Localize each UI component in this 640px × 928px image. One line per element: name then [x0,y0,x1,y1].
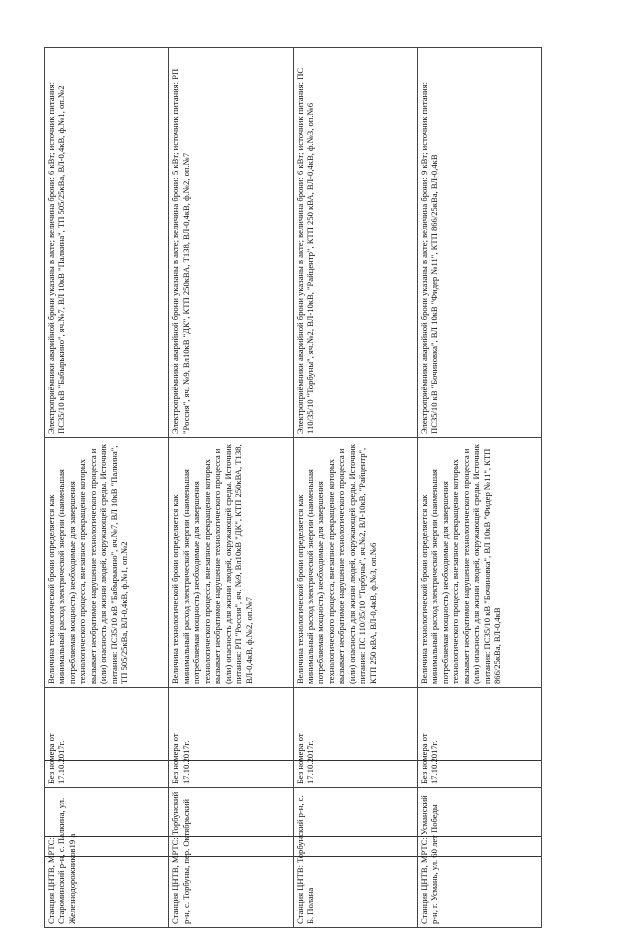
rotated-page [44,48,542,928]
emergency-reserve-cell: Электроприёмники аварийной брони указаны в акте; величина брони: 6 кВт; источник питания: ПС 110/35/10 "Торбуны", яч.№2, ВЛ-10кВ, "Райцентр", КТП 250 кВА, ВЛ-0,4кВ, ф.№3, оп.№6 [293,48,417,438]
table-row [417,48,541,928]
technological-reserve-cell: Величина технологической брони определяется как минимальный расход электрической энергии (наименьшая потребляемая мощность) необходимые для завершения технологического процесса, внезапное прекращение которых вызывает необратимое нарушение технологического процесса и (или) опасность для жизни людей, окружающей среды. Источник питания: ПС35/10 кВ "Бабырькино", яч.№7, ВЛ 10кВ "Палкина", ТП 505/25кВа, ВЛ-0,4кВ, ф.№1, оп.№2 [45,438,169,688]
location-cell: Станция ЦНТВ: Торбунский р-н, с. Б. Полана [293,788,417,928]
document-cell: Без номера от 17.10.2017г. [169,688,293,788]
table-row [293,48,417,928]
document-cell: Без номера от 17.10.2017г. [417,688,541,788]
technological-reserve-cell: Величина технологической брони определяется как минимальный расход электрической энергии (наименьшая потребляемая мощность) необходимые для завершения технологического процесса, внезапное прекращение которых вызывает необратимое нарушение технологического процесса и (или) опасность для жизни людей, окружающей среды. Источник питания: РП "Россия", яч. №9, Вл10кВ "ДК", КТП 250кВА, Т138, ВЛ-0,4кВ, ф.№2, оп.№7 [169,438,293,688]
table-row [45,48,169,928]
document-cell: Без номера от 17.10.2017г. [45,688,169,788]
location-cell: Станция ЦНТВ, МРТС: Торбунский р-н, с. Торбуны, пер. Октябрьский [169,788,293,928]
location-cell: Станция ЦНТВ, МРТС: Староминский р-н, с. Палкина, ул. Железнодорожников19 а [45,788,169,928]
document-cell: Без номера от 17.10.2017г. [293,688,417,788]
reserve-table [44,47,542,928]
technological-reserve-cell: Величина технологической брони определяется как минимальный расход электрической энергии (наименьшая потребляемая мощность) необходимые для завершения технологического процесса, внезапное прекращение которых вызывает необратимое нарушение технологического процесса и (или) опасность для жизни людей, окружающей среды. Источник питания: ПС 110/35/10 "Торбуны", яч.№2, ВЛ-10кВ, "Райцентр", КТП 250 кВА, ВЛ-0,4кВ, ф.№3, оп.№6 [293,438,417,688]
emergency-reserve-cell: Электроприёмники аварийной брони указаны в акте; величина брони: 9 кВт; источник питания: ПС35/10 кВ "Бочиновка", ВЛ 10кВ "Фидер №11", КТП 866/25кВа, ВЛ-0,4кВ [417,48,541,438]
emergency-reserve-cell: Электроприёмники аварийной брони указаны в акте; величина брони: 6 кВт; источник питания: ПС35/10 кВ "Бабырькино", яч.№7, ВЛ 10кВ "Палкина", ТП 505/25кВа, ВЛ-0,4кВ, ф.№1, оп.№2 [45,48,169,438]
location-cell: Станция ЦНТВ, МРТС: Усманский р-н, г. Усмань, ул. 60 лет Победы [417,788,541,928]
technological-reserve-cell: Величина технологической брони определяется как минимальный расход электрической энергии (наименьшая потребляемая мощность) необходимые для завершения технологического процесса, внезапное прекращение которых вызывает необратимое нарушение технологического процесса и (или) опасность для жизни людей, окружающей среды. Источник питания: ПС35/10 кВ "Бочиновка", ВЛ 10кВ "Фидер №11", КТП 866/25кВа, ВЛ-0,4кВ [417,438,541,688]
table-row [169,48,293,928]
emergency-reserve-cell: Электроприёмники аварийной брони указаны в акте; величина брони: 5 кВт; источник питания: РП "Россия", яч. №9, Вл10кВ "ДК", КТП 250кВА, Т138, ВЛ-0,4кВ, ф.№2, оп.№7 [169,48,293,438]
